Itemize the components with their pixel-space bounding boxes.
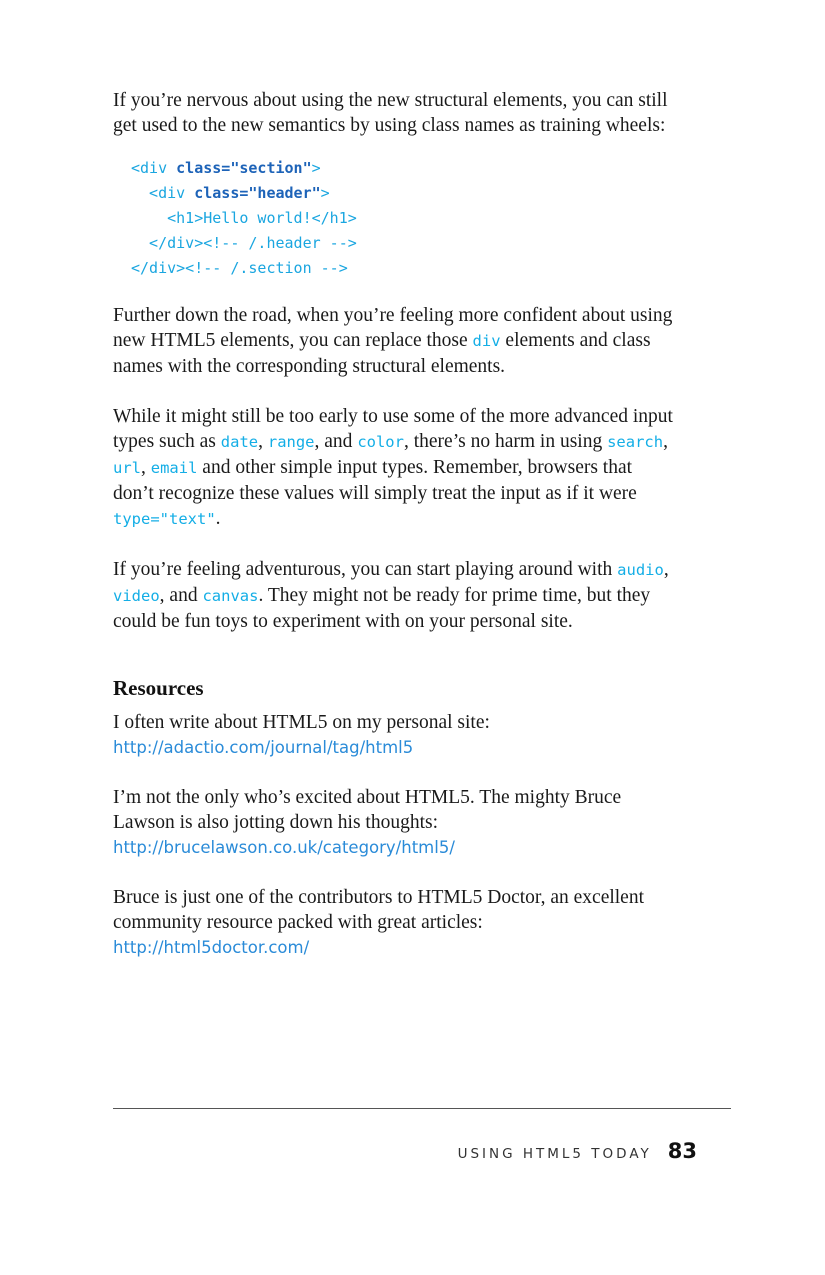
resource-1-text: I often write about HTML5 on my personal site: xyxy=(113,712,490,733)
inline-code-type-text: type="text" xyxy=(113,510,216,528)
resource-3-text: Bruce is just one of the contributors to HTML5 Doctor, an excellent community resource packed with great articles: xyxy=(113,887,645,933)
text: , and xyxy=(314,431,358,452)
footer-divider xyxy=(113,1108,731,1109)
resource-2-text: I’m not the only who’s excited about HTML5. The mighty Bruce Lawson is also jotting down his thoughts: xyxy=(113,787,622,833)
text: , and xyxy=(159,585,203,606)
text: and other simple input types. Remember, browsers that don’t recognize these values will simply treat the input as if it were xyxy=(113,457,637,504)
code-line-2-attr: class="header" xyxy=(194,184,321,202)
inline-code-audio: audio xyxy=(617,561,664,579)
inline-code-div: div xyxy=(472,332,501,350)
text: , xyxy=(663,559,669,580)
paragraph-adventurous xyxy=(113,557,673,634)
text: Further down the road, when you’re feeling more confident about using new HTML5 elements, you can replace those xyxy=(113,305,673,351)
text: elements and class names with the corresponding structural elements. xyxy=(113,330,651,377)
code-line-1-attr: class="section" xyxy=(176,159,312,177)
code-line-3: <h1>Hello world!</h1> xyxy=(131,209,357,227)
paragraph-input-types xyxy=(113,404,673,532)
code-line-4: </div><!-- /.header --> xyxy=(131,234,357,252)
inline-code-video: video xyxy=(113,587,160,605)
inline-code-url: url xyxy=(113,459,141,477)
inline-code-range: range xyxy=(267,433,315,451)
code-line-1-tag: <div xyxy=(131,159,177,177)
code-line-5: </div><!-- /.section --> xyxy=(131,259,348,277)
text: , xyxy=(141,457,151,478)
resources-heading: Resources xyxy=(113,676,204,700)
resource-3-link[interactable]: http://html5doctor.com/ xyxy=(113,938,310,957)
inline-code-email: email xyxy=(150,459,198,477)
text: , xyxy=(258,431,268,452)
resource-2-link[interactable]: http://brucelawson.co.uk/category/html5/ xyxy=(113,838,455,857)
paragraph-further-down xyxy=(113,303,673,379)
inline-code-date: date xyxy=(220,433,259,451)
page-body xyxy=(113,88,673,960)
code-line-2-end: > xyxy=(320,184,330,202)
code-line-1-end: > xyxy=(311,159,321,177)
resource-1-link[interactable]: http://adactio.com/journal/tag/html5 xyxy=(113,738,414,757)
inline-code-color: color xyxy=(357,433,404,451)
text: , there’s no harm in using xyxy=(403,431,608,452)
code-example xyxy=(131,156,673,281)
text: . They might not be ready for prime time, but they could be fun toys to experiment with on your personal site. xyxy=(113,585,651,632)
text: While it might still be too early to use some of the more advanced input types such as xyxy=(113,406,673,452)
running-head: USING HTML5 TODAY xyxy=(457,1146,652,1162)
paragraph-training-wheels: If you’re nervous about using the new structural elements, you can still get used to the new semantics by using class names as training wheels: xyxy=(113,90,668,136)
code-line-2-tag: <div xyxy=(131,184,195,202)
text: , xyxy=(663,431,668,452)
inline-code-search: search xyxy=(607,433,664,451)
inline-code-canvas: canvas xyxy=(202,587,259,605)
page-number: 83 xyxy=(667,1139,697,1163)
page-footer xyxy=(458,1139,697,1163)
text: If you’re feeling adventurous, you can start playing around with xyxy=(113,559,618,580)
text: . xyxy=(215,508,221,529)
